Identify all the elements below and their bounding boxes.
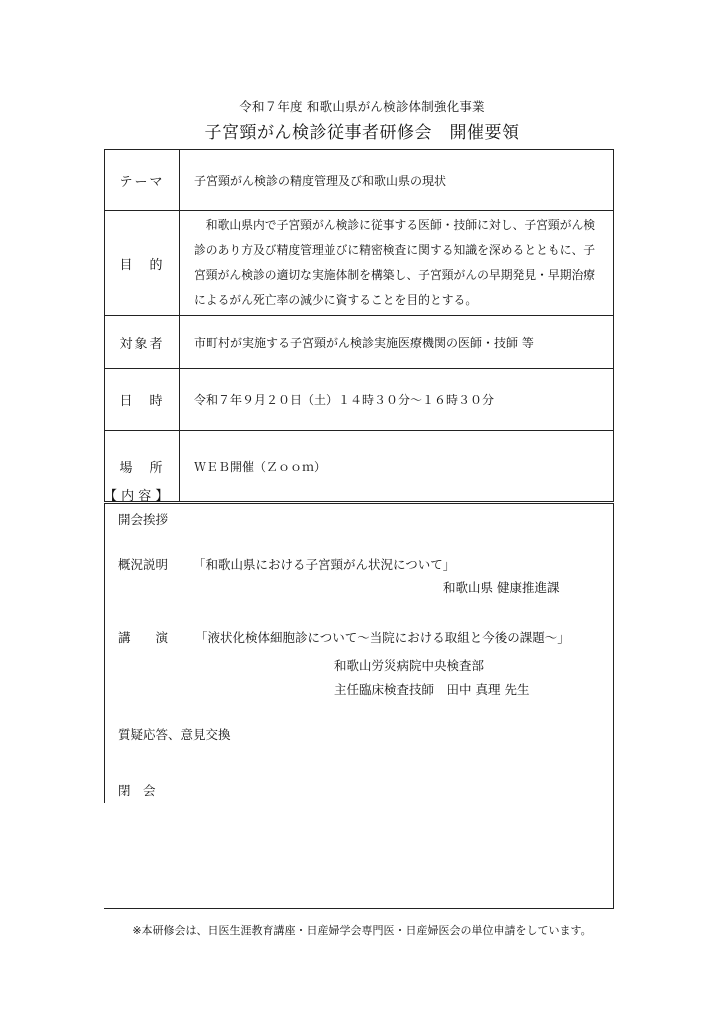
overview-label: 概況説明 [118, 557, 169, 572]
document-subtitle: 令和７年度 和歌山県がん検診体制強化事業 [239, 99, 485, 114]
content-border-right [613, 503, 614, 908]
footnote: ※本研修会は、日医生涯教育講座・日産婦学会専門医・日産婦医会の単位申請をしています。 [132, 924, 592, 937]
table-row-place [105, 431, 614, 502]
qa-session: 質疑応答、意見交換 [118, 727, 231, 742]
purpose-value [180, 211, 614, 316]
theme-label: テーマ [105, 150, 180, 211]
target-label: 対象者 [105, 316, 180, 369]
table-row-target [105, 316, 614, 369]
date-label: 日 時 [105, 369, 180, 431]
table-row-purpose [105, 211, 614, 316]
place-label: 場 所 [105, 431, 180, 502]
content-border-bottom [104, 908, 614, 909]
content-heading: 【 内 容 】 [104, 489, 169, 504]
opening-remarks: 開会挨拶 [118, 512, 169, 527]
closing: 閉 会 [118, 783, 156, 798]
overview-topic: 「和歌山県における子宮頸がん状況について」 [193, 557, 456, 572]
overview-presenter: 和歌山県 健康推進課 [443, 580, 560, 595]
content-border-left [104, 503, 105, 803]
date-value: 令和７年９月２０日（土）１４時３０分～１６時３０分 [180, 369, 614, 431]
table-row-theme [105, 150, 614, 211]
lecture-presenter: 主任臨床検査技師 田中 真理 先生 [334, 682, 530, 697]
purpose-text: 和歌山県内で子宮頸がん検診に従事する医師・技師に対し、子宮頸がん検診のあり方及び精度管理並びに精密検査に関する知識を深めるとともに、子宮頸がん検診の適切な実施体制を構築し、子宮頸がんの早期発見・早期治療によるがん死亡率の減少に資することを目的とする。 [194, 218, 596, 307]
theme-value: 子宮頸がん検診の精度管理及び和歌山県の現状 [180, 150, 614, 211]
lecture-label: 講 演 [118, 630, 169, 645]
purpose-label: 目 的 [105, 211, 180, 316]
place-value: ＷＥＢ開催（Ｚｏｏｍ） [180, 431, 614, 502]
lecture-affiliation: 和歌山労災病院中央検査部 [334, 658, 485, 673]
lecture-topic: 「液状化検体細胞診について～当院における取組と今後の課題～」 [195, 630, 570, 645]
table-row-date [105, 369, 614, 431]
info-table [104, 149, 614, 502]
content-divider [104, 503, 614, 504]
target-value: 市町村が実施する子宮頸がん検診実施医療機関の医師・技師 等 [180, 316, 614, 369]
document-title: 子宮頸がん検診従事者研修会 開催要領 [204, 123, 520, 143]
